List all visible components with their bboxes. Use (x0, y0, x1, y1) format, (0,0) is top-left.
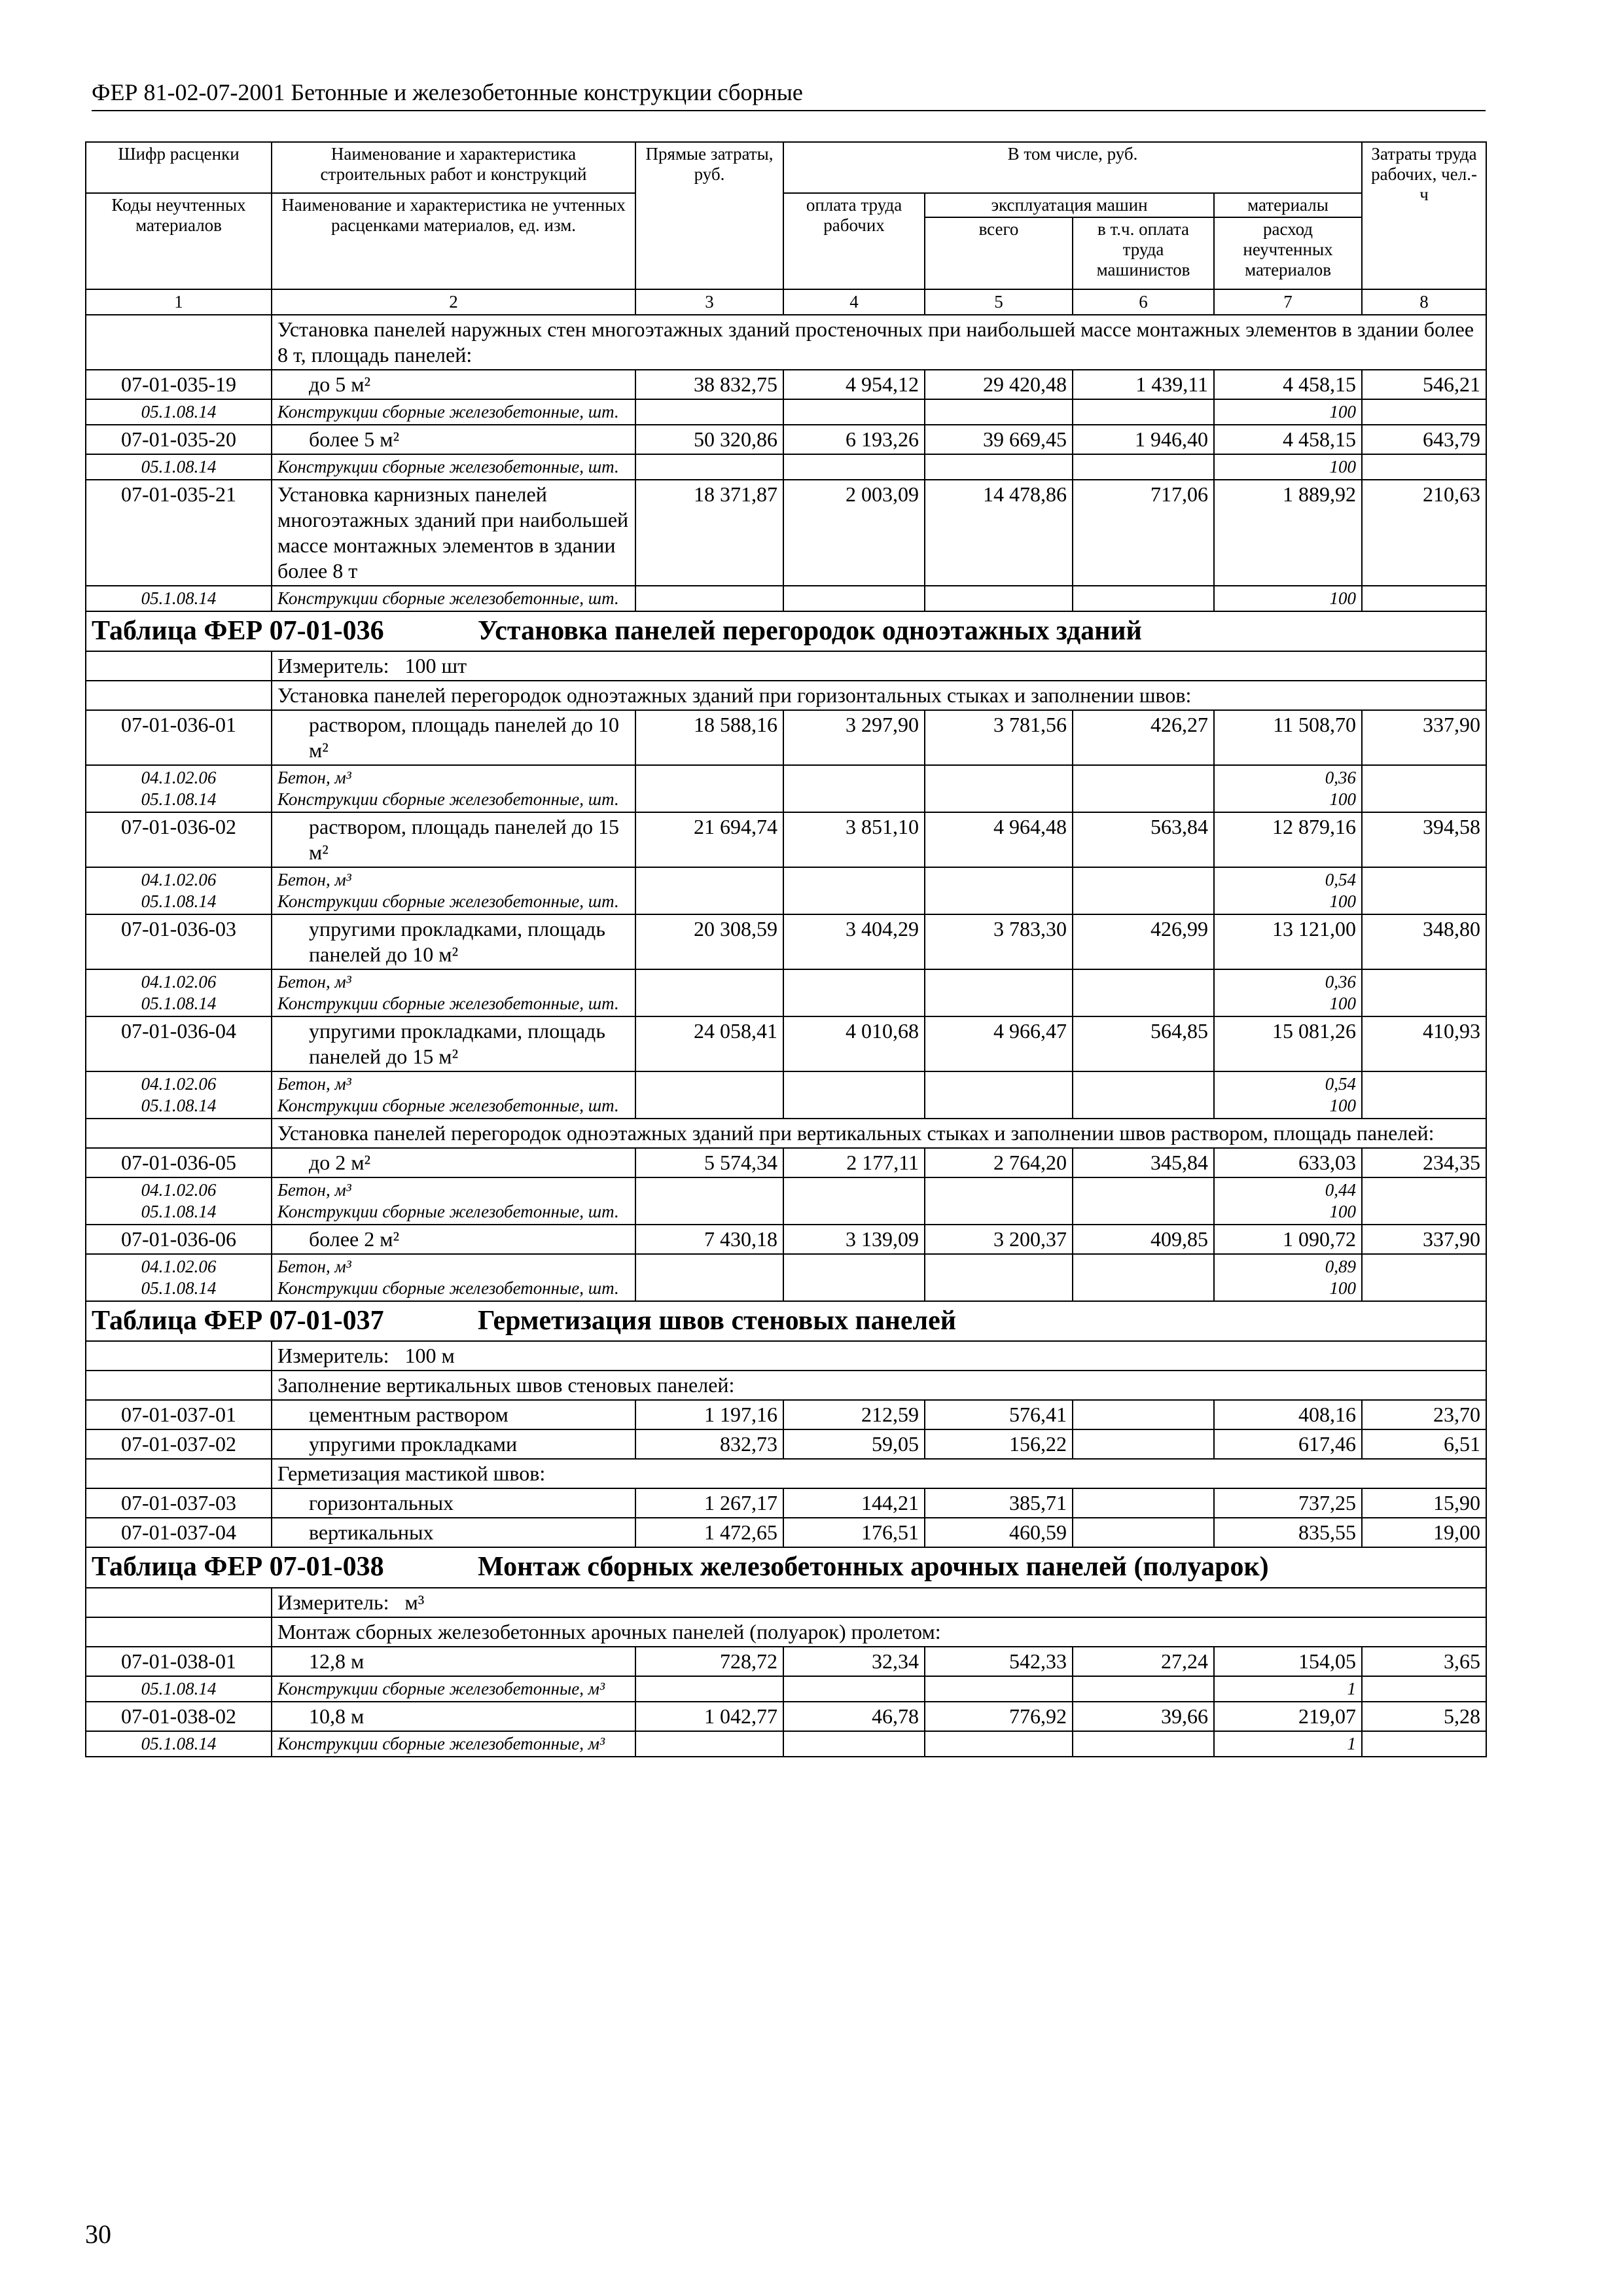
table-row: 07-01-035-20 более 5 м² 50 320,86 6 193,26 39 669,45 1 946,40 4 458,15 643,79 (86, 425, 1486, 454)
table-row: 07-01-038-01 12,8 м 728,72 32,34 542,33 27,24 154,05 3,65 (86, 1647, 1486, 1676)
meter-row: Измеритель: 100 м (86, 1341, 1486, 1371)
material-row: 04.1.02.06 05.1.08.14 Бетон, м³ Конструкции сборные железобетонные, шт. 0,89 100 (86, 1254, 1486, 1301)
col-code-header: Шифр расценки (86, 142, 272, 193)
table-row: 07-01-036-02 раствором, площадь панелей до 15 м² 21 694,74 3 851,10 4 964,48 563,84 12 879,16 394,58 (86, 812, 1486, 867)
table-row: 07-01-037-04 вертикальных 1 472,65 176,51 460,59 835,55 19,00 (86, 1518, 1486, 1547)
material-row: 05.1.08.14 Конструкции сборные железобетонные, шт. 100 (86, 586, 1486, 611)
material-row: 04.1.02.06 05.1.08.14 Бетон, м³ Конструкции сборные железобетонные, шт. 0,54 100 (86, 1071, 1486, 1119)
col-direct-header: Прямые затраты, руб. (635, 142, 783, 289)
table-row: 07-01-038-02 10,8 м 1 042,77 46,78 776,92 39,66 219,07 5,28 (86, 1702, 1486, 1731)
table-row: 07-01-037-02 упругими прокладками 832,73 59,05 156,22 617,46 6,51 (86, 1429, 1486, 1459)
col-matsub-header: расход неучтенных материалов (1214, 217, 1362, 289)
table-row: 07-01-035-21 Установка карнизных панелей многоэтажных зданий при наибольшей массе монтажных элементов в здании более 8 т 18 371,87 2 003,09 14 478,86 717,06 1 889,92 210,63 (86, 480, 1486, 586)
col-name-header: Наименование и характеристика строительных работ и конструкций (272, 142, 635, 193)
table-label: Таблица ФЕР 07-01-037 (92, 1305, 384, 1336)
section-intro-row: Установка панелей наружных стен многоэтажных зданий простеночных при наибольшей массе монтажных элементов в здании более 8 т, площадь панелей: (86, 315, 1486, 370)
table-label: Таблица ФЕР 07-01-036 (92, 616, 384, 647)
section-intro-row: Герметизация мастикой швов: (86, 1459, 1486, 1488)
table-label: Таблица ФЕР 07-01-038 (92, 1552, 384, 1583)
table-title-row (86, 1547, 1486, 1587)
table-row: 07-01-035-19 до 5 м² 38 832,75 4 954,12 29 420,48 1 439,11 4 458,15 546,21 (86, 370, 1486, 399)
table-header-row (86, 142, 1486, 193)
material-row: 04.1.02.06 05.1.08.14 Бетон, м³ Конструкции сборные железобетонные, шт. 0,36 100 (86, 765, 1486, 812)
rates-table (85, 141, 1487, 1757)
table-title-row (86, 1301, 1486, 1341)
meter-row: Измеритель: м³ (86, 1588, 1486, 1617)
material-row: 05.1.08.14 Конструкции сборные железобетонные, шт. 100 (86, 454, 1486, 480)
section-intro-row: Заполнение вертикальных швов стеновых панелей: (86, 1371, 1486, 1400)
col-pay-header: оплата труда рабочих (783, 193, 925, 289)
col-materials-header: материалы (1214, 193, 1362, 217)
table-title: Монтаж сборных железобетонных арочных панелей (полуарок) (478, 1552, 1269, 1583)
table-row: 07-01-037-03 горизонтальных 1 267,17 144,21 385,71 737,25 15,90 (86, 1488, 1486, 1518)
section-intro-row: Установка панелей перегородок одноэтажных зданий при горизонтальных стыках и заполнении швов: (86, 681, 1486, 710)
col-machines-header: эксплуатация машин (925, 193, 1214, 217)
material-row: 04.1.02.06 05.1.08.14 Бетон, м³ Конструкции сборные железобетонные, шт. 0,54 100 (86, 867, 1486, 914)
table-title: Установка панелей перегородок одноэтажных зданий (478, 616, 1142, 647)
material-row: 05.1.08.14 Конструкции сборные железобетонные, шт. 100 (86, 399, 1486, 425)
col-machtotal-header: всего (925, 217, 1073, 289)
page-number: 30 (85, 2219, 111, 2249)
section-intro-row: Установка панелей перегородок одноэтажных зданий при вертикальных стыках и заполнении швов раствором, площадь панелей: (86, 1119, 1486, 1148)
col-matcode-header: Коды неучтенных материалов (86, 193, 272, 289)
table-row: 07-01-037-01 цементным раствором 1 197,16 212,59 576,41 408,16 23,70 (86, 1400, 1486, 1429)
col-incl-header: В том числе, руб. (783, 142, 1362, 193)
table-row: 07-01-036-04 упругими прокладками, площадь панелей до 15 м² 24 058,41 4 010,68 4 966,47 564,85 15 081,26 410,93 (86, 1016, 1486, 1071)
material-row: 04.1.02.06 05.1.08.14 Бетон, м³ Конструкции сборные железобетонные, шт. 0,36 100 (86, 969, 1486, 1016)
table-title-row (86, 611, 1486, 651)
material-row: 04.1.02.06 05.1.08.14 Бетон, м³ Конструкции сборные железобетонные, шт. 0,44 100 (86, 1177, 1486, 1225)
material-row: 05.1.08.14 Конструкции сборные железобетонные, м³ 1 (86, 1731, 1486, 1757)
col-labor-header: Затраты труда рабочих, чел.-ч (1362, 142, 1486, 289)
table-title: Герметизация швов стеновых панелей (478, 1305, 956, 1336)
col-machpay-header: в т.ч. оплата труда машинистов (1073, 217, 1214, 289)
table-row: 07-01-036-03 упругими прокладками, площадь панелей до 10 м² 20 308,59 3 404,29 3 783,30 426,99 13 121,00 348,80 (86, 914, 1486, 969)
table-row: 07-01-036-06 более 2 м² 7 430,18 3 139,09 3 200,37 409,85 1 090,72 337,90 (86, 1225, 1486, 1254)
material-row: 05.1.08.14 Конструкции сборные железобетонные, м³ 1 (86, 1676, 1486, 1702)
meter-row: Измеритель: 100 шт (86, 651, 1486, 681)
col-matname-header: Наименование и характеристика не учтенных расценками материалов, ед. изм. (272, 193, 635, 289)
page-header: ФЕР 81-02-07-2001 Бетонные и железобетонные конструкции сборные (92, 79, 1486, 111)
section-intro-row: Монтаж сборных железобетонных арочных панелей (полуарок) пролетом: (86, 1617, 1486, 1647)
table-row: 07-01-036-01 раствором, площадь панелей до 10 м² 18 588,16 3 297,90 3 781,56 426,27 11 508,70 337,90 (86, 710, 1486, 765)
column-numbers-row: 1 2 3 4 5 6 7 8 (86, 289, 1486, 315)
table-row: 07-01-036-05 до 2 м² 5 574,34 2 177,11 2 764,20 345,84 633,03 234,35 (86, 1148, 1486, 1177)
